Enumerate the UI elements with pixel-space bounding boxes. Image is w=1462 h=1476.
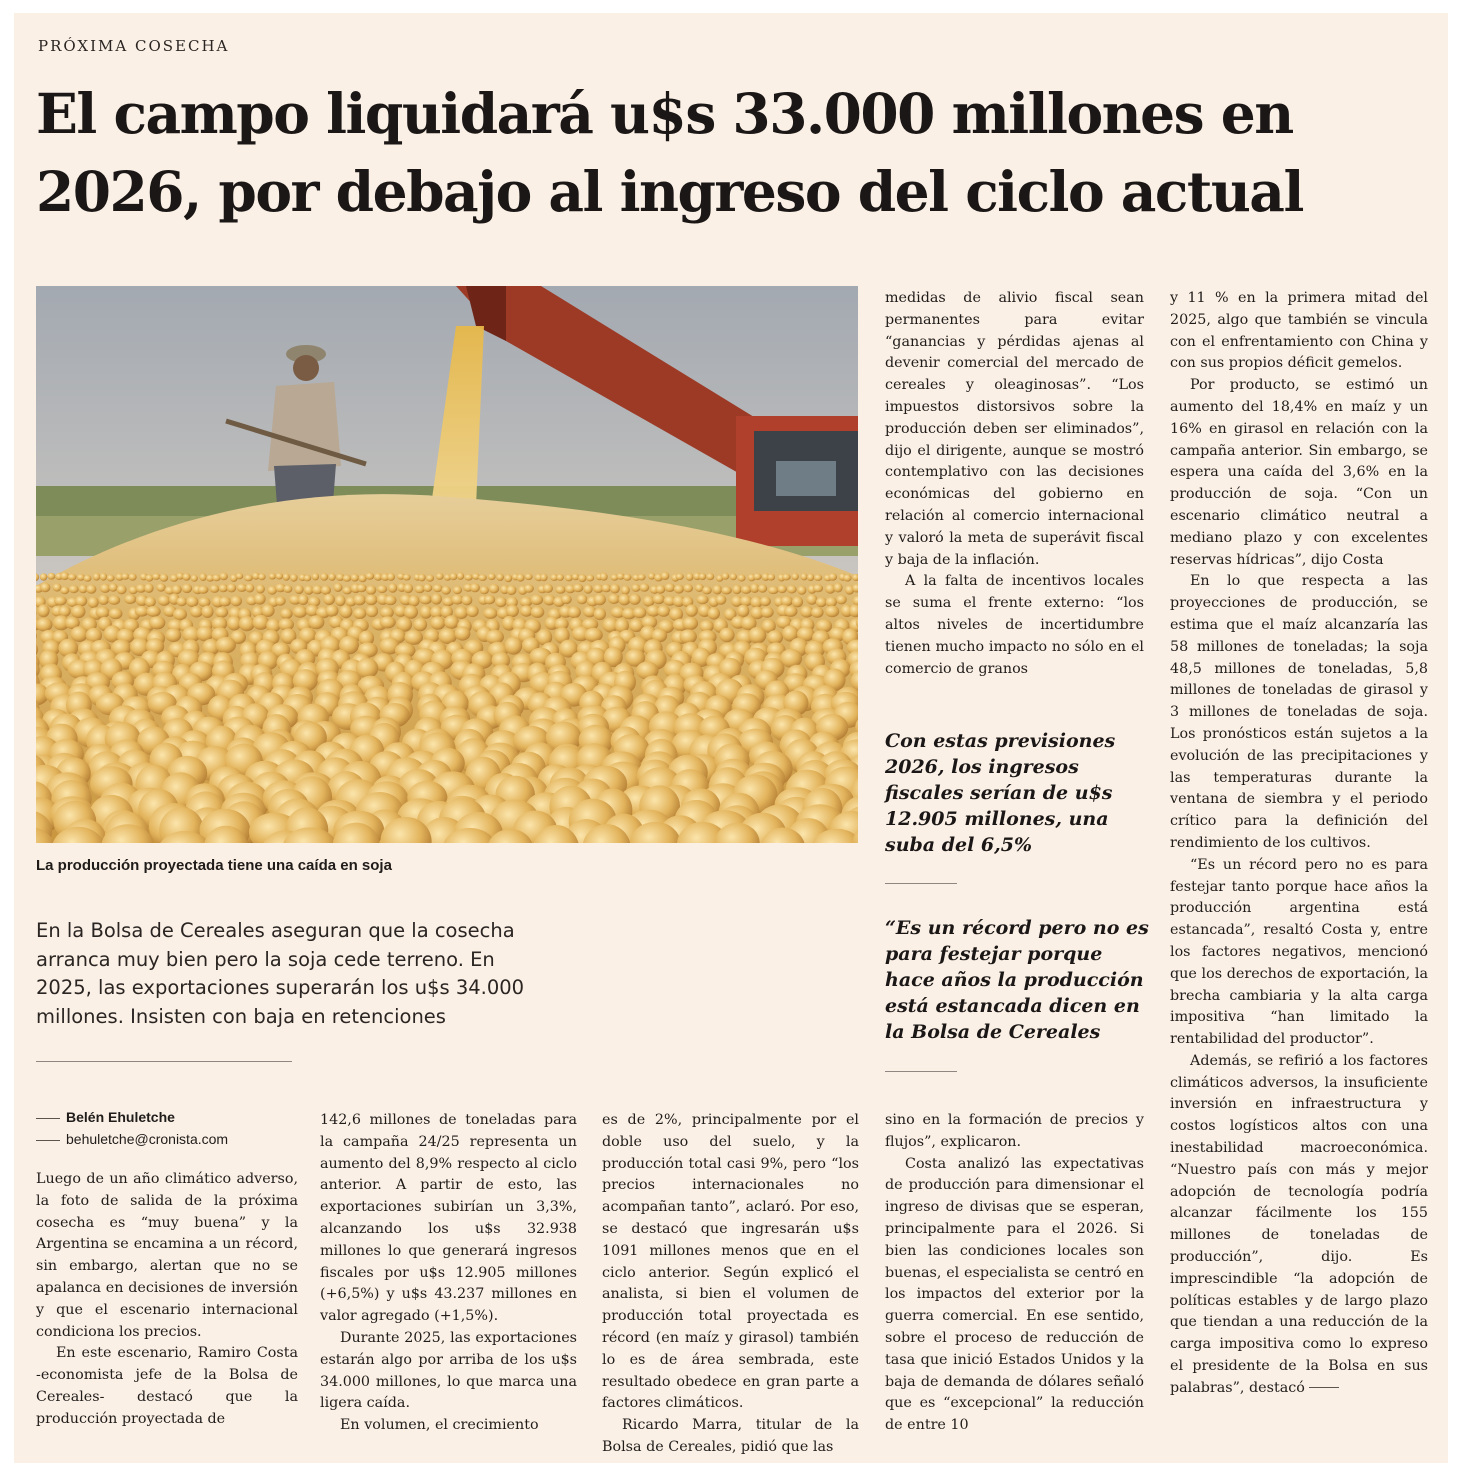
soybean [320,573,328,581]
soybean [806,594,817,605]
soybean [733,585,742,595]
soybean [254,593,266,604]
pull-quote-divider [885,1071,957,1072]
soybean [366,605,378,617]
soybean [404,584,414,594]
soybean [600,573,608,581]
soybean [431,593,442,604]
soybean [685,604,697,616]
soybean [713,585,722,595]
paragraph [1170,1051,1428,1400]
soybean [308,615,324,629]
soybean [351,574,359,582]
article-end-mark [1309,1387,1339,1388]
soybean [239,616,255,631]
soybean [403,574,411,580]
soybean [215,637,236,654]
soybean [173,608,187,620]
paragraph: sino en la formación de precios y flujos”, explicaron. [885,1112,1144,1150]
byline-email [36,1131,228,1147]
soybean [84,575,92,582]
author-email: behuletche@cronista.com [66,1131,229,1147]
article-column-4-bottom [885,1110,1144,1437]
soybean [768,586,779,594]
soybean [86,585,96,594]
soybean [377,585,387,593]
soybean [478,575,487,581]
soybean [404,605,418,618]
soybean [380,616,396,628]
paragraph: 142,6 millones de toneladas para la campaña 24/25 representa un aumento del 8,9% respecto al ciclo anterior. A partir de esto, las exportaciones subirían un 3,3%, alcanzando los u$s 32.938 millones lo que generará ingresos fiscales por u$s 12.905 millones (+6,5%) y u$s 43.237 millones en valor agregado (+1,5%). [320,1112,577,1325]
soybean [496,574,504,581]
soybean [454,606,468,619]
soybean [516,574,524,582]
soybean [530,595,543,605]
soybean [47,573,55,580]
soybean [464,574,473,581]
soybean [256,585,265,594]
soybean [683,584,693,592]
soybean [71,626,88,642]
soybean-harvest-photo [36,286,858,843]
soybean [543,584,553,593]
soybean [275,596,286,605]
soybean [656,585,666,594]
article-column-1 [36,1169,298,1431]
soybean [787,585,797,593]
soybean [505,637,523,655]
soybean [657,605,670,616]
soybean [365,573,374,580]
soybean [419,595,432,605]
soybean [54,596,67,605]
soybean [321,586,331,595]
soybean [661,572,670,580]
newspaper-page [14,13,1448,1463]
soybean [843,574,851,581]
soybean [326,605,339,617]
soybean [236,573,243,579]
headline: El campo liquidará u$s 33.000 millones en 2026, por debajo al ingreso del ciclo actual [36,81,1303,224]
soybean [444,615,459,629]
soybean [568,606,581,618]
soybean [210,585,220,593]
soybean [430,616,445,629]
soybean [631,584,640,592]
soybean [455,626,471,640]
soybean [323,594,335,605]
soybean [165,628,181,642]
soybean [190,606,203,618]
soybean [586,575,594,582]
soybean [145,574,153,581]
soybean [201,605,213,618]
soybean [834,583,843,593]
soybean [227,584,236,593]
soybean [621,586,630,595]
soybean [88,597,99,608]
soybean-cluster [36,572,858,843]
author-name: Belén Ehuletche [66,1109,175,1125]
soybean [488,573,496,580]
lead-divider [36,1061,292,1062]
soybean [767,630,783,644]
soybean [531,606,545,618]
soybean [156,583,165,591]
soybean [343,586,352,594]
soybean [107,575,115,582]
paragraph: y 11 % en la primera mitad del 2025, algo que también se vincula con el enfrentamiento con China y con sus propios déficit gemelos. [1170,290,1428,372]
paragraph: A la falta de incentivos locales se suma el frente externo: “los altos niveles de incertidumbre tienen mucho impacto no sólo en el comercio de granos [885,573,1144,677]
soybean [555,586,565,594]
soybean [109,608,123,619]
soybean [100,573,107,581]
soybean [483,608,497,619]
soybean [778,585,787,593]
pull-quote-fiscal: Con estas previsiones 2026, los ingresos fiscales serían de u$s 12.905 millones, una suba del 6,5% [885,730,1116,856]
paragraph: “Es un récord pero no es para festejar tanto porque hace años la producción argentina está estancada”, resaltó Costa y, entre los factores negativos, mencionó que los derechos de exportación, la brecha cambiaria y la alta carga impositiva “han limitado la rentabilidad del productor”. [1170,856,1428,1048]
soybean [602,584,612,592]
byline-author [36,1109,175,1125]
soybean [384,595,396,605]
article-column-3 [602,1110,859,1459]
soybean [340,605,353,618]
soybean [633,607,647,618]
soybean [423,584,432,592]
soybean [96,607,110,618]
soybean [814,574,822,581]
soybean [638,574,646,580]
article-column-4-top [885,288,1144,680]
soybean [507,585,517,595]
soybean [182,573,190,581]
soybean [75,596,87,607]
soybean [198,586,209,594]
soybean [792,596,803,607]
soybean [639,583,649,591]
soybean [283,573,290,581]
soybean [433,584,443,592]
soybean [462,595,473,605]
soybean [304,575,311,582]
soybean [441,586,451,595]
soybean [413,618,427,631]
soybean [68,574,77,581]
soybean [829,573,838,581]
soybean [674,585,684,594]
soybean [594,594,606,605]
soybean [418,574,426,582]
soybean [199,573,206,581]
soybean [387,573,395,581]
paragraph: En lo que respecta a las proyecciones de producción, se estima que el maíz alcanzaría las 58 millones de toneladas; la soja 48,5 millones de toneladas, 5,8 millones de toneladas de girasol y 3 millones de toneladas de soja. Los pronósticos están sujetos a la evolución de las precipitaciones y las temperaturas durante la ventana de siembra y el periodo crítico para la definición del rendimiento de los cultivos. [1170,573,1428,851]
soybean [629,594,641,605]
soybean [525,574,533,581]
soybean [186,596,198,607]
soybean [152,573,160,580]
soybean [722,573,729,580]
soybean [98,595,109,605]
soybean [826,597,837,607]
soybean [426,575,434,582]
soybean [702,586,712,594]
soybean [782,574,790,581]
soybean [836,595,847,604]
soybean [149,616,165,629]
soybean [618,594,630,605]
paragraph: Luego de un año climático adverso, la foto de salida de la próxima cosecha es “muy buena” y la Argentina se encamina a un récord, sin embargo, alertan que no se apalanca en decisiones de inversión y que el escenario internacional condiciona los precios. [36,1171,298,1340]
soybean [608,594,620,604]
soybean [293,606,308,618]
soybean [335,595,345,606]
soybean [298,594,308,605]
soybean [60,587,69,595]
soybean [489,584,499,593]
soybean [457,572,464,580]
paragraph: Costa analizó las expectativas de producción para dimensionar el ingreso de divisas que se esperan, principalmente para el 2026. Si bien las condiciones locales son buenas, el especialista se centró en los impactos del exterior por la guerra comercial. En ese sentido, sobre el proceso de reducción de tasa que inició Estados Unidos y la baja de demanda de dólares señaló que es “excepcional” la reducción de entre 10 [885,1155,1144,1434]
soybean [261,604,274,617]
soybean [716,595,727,605]
soybean [816,597,827,607]
soybean [191,575,198,582]
soybean [470,583,480,592]
soybean [172,585,182,594]
soybean [784,606,797,617]
soybean [706,573,714,580]
soybean [811,607,824,618]
soybean [269,573,276,579]
pull-quote-divider [885,883,957,884]
soybean [504,574,512,582]
soybean [740,596,753,607]
soybean [813,584,823,592]
soybean [738,574,746,581]
soybean [230,596,242,607]
soybean [753,573,761,580]
soybean [524,584,534,593]
soybean [573,584,583,592]
section-label: PRÓXIMA COSECHA [38,37,230,55]
soybean [572,574,579,581]
soybean [343,575,352,582]
paragraph: es de 2%, principalmente por el doble uso del suelo, y la producción total casi 9%, pero “los precios internacionales no acompañan tanto”, aclaró. Por eso, se destacó que ingresarán u$s 1091 millones menos que en el ciclo anterior. Según explicó el analista, si bien el volumen de producción total proyectada es récord (en maíz y girasol) también lo es de área sembrada, este resultado obedece en gran parte a factores climáticos. [602,1112,859,1412]
soybean [158,595,171,606]
soybean [212,575,221,582]
soybean [436,573,444,580]
soybean [557,574,564,581]
soybean [466,605,478,617]
byline-dash [36,1140,60,1141]
soybean [219,584,228,592]
soybean [565,574,573,581]
article-column-2 [320,1110,577,1437]
soybean [280,608,292,619]
soybean [584,584,593,593]
soybean [356,584,366,592]
soybean [594,608,606,620]
soybean [295,585,304,594]
soybean [699,573,706,580]
byline-dash [36,1118,60,1119]
soybean [275,573,283,580]
soybean [93,573,100,581]
soybean [797,586,806,595]
soybean [69,585,79,593]
soybean [737,605,749,618]
soybean [117,585,127,594]
soybean [40,573,48,581]
soybean [825,606,839,618]
photo-caption: La producción proyectada tiene una caída en soja [36,857,392,874]
soybean [36,618,53,632]
soybean [643,596,655,607]
soybean [610,584,620,594]
soybean [495,597,507,607]
soybean [283,585,292,593]
soybean [353,594,365,605]
paragraph: Ricardo Marra, titular de la Bolsa de Cereales, pidió que las [602,1417,859,1455]
soybean [219,597,231,607]
soybean [438,628,457,644]
soybean [653,594,665,604]
soybean [365,594,377,605]
soybean [719,628,734,643]
soybean [484,595,495,604]
soybean [244,575,253,582]
soybean [721,586,732,594]
soybean [623,574,631,581]
paragraph: Por producto, se estimó un aumento del 18,4% en maíz y un 16% en girasol en relación con la campaña anterior. Sin embargo, se espera una caída del 3,6% en la producción de soja. “Con un escenario climático neutral a mediano plazo y con excelentes reservas hídricas”, dijo Costa [1170,377,1428,568]
soybean [129,573,137,580]
paragraph: En este escenario, Ramiro Costa -economista jefe de la Bolsa de Cereales- destacó que la producción proyectada de [36,1345,298,1427]
soybean [220,573,228,581]
soybean [485,630,504,645]
soybean [760,597,771,607]
soybean [334,583,343,592]
pull-quote-record: “Es un récord pero no es para festejar porque hace años la producción está estancada dicen en la Bolsa de Cereales [885,917,1149,1043]
soybean [748,627,766,644]
soybean [741,585,752,594]
soybean [121,573,129,580]
soybean [676,573,684,580]
soybean [245,584,254,593]
soybean [540,574,547,582]
soybean [176,597,187,606]
soybean [758,584,767,592]
soybean [578,574,586,582]
paragraph: Durante 2025, las exportaciones estarán algo por arriba de los u$s 34.000 millones, lo que marca una ligera caída. [320,1329,577,1412]
soybean [160,574,169,582]
soybean [584,628,603,642]
soybean [561,595,572,604]
soybean [577,595,588,605]
soybean [697,595,709,604]
soybean [708,607,720,619]
soybean [40,583,50,593]
paragraph-text: Además, se refirió a los factores climáticos adversos, la insuficiente inversión en infraestructura y costos logísticos altos con una inestabilidad macroeconómica. “Nuestro país con más y mejor adopción de tecnología podría alcanzar fácilmente los 155 millones de toneladas de producción”, dijo. Es imprescindible “la adopción de políticas estables y de largo plazo que tiendan a una reducción de la carga impositiva como lo expreso el presidente de la Bolsa en sus palabras”, destacó [1170,1052,1428,1396]
soybean [506,605,519,617]
soybean [415,585,425,594]
soybean [146,606,161,617]
soybean [686,573,694,581]
soybean [366,585,376,594]
soybean [258,574,266,581]
soybean [108,596,120,605]
soybean [58,606,70,617]
soybean [124,594,136,604]
soybean [801,573,808,580]
soybean [60,572,69,580]
soybean [328,573,335,581]
soybean [450,573,458,580]
soybean [290,574,298,582]
soybean [182,584,192,593]
soybean [761,607,774,618]
soybean [353,608,366,619]
soybean [680,629,697,643]
soybean [767,574,775,581]
soybean [682,617,698,630]
soybean [145,597,156,608]
soybean [144,583,153,593]
soybean [53,583,62,591]
soybean [792,573,799,580]
paragraph: medidas de alivio fiscal sean permanentes para evitar “ganancias y pérdidas ajenas al devenir comercial del mercado de cereales y oleaginosas”. “Los impuestos distorsivos sobre la producción deben ser eliminados”, dijo el dirigente, aunque se mostró contemplativo con las decisiones económicas del gobierno en relación al comercio internacional y valoró la meta de superávit fiscal y baja de la inflación. [885,290,1144,568]
soybean [71,605,86,618]
soybean [408,595,419,606]
soybean [215,607,228,618]
soybean [312,573,319,580]
lead-paragraph: En la Bolsa de Cereales aseguran que la cosecha arranca muy bien pero la soja cede terreno. En 2025, las exportaciones superarán los u$s 34.000 millones. Insisten con baja en retenciones [36,919,525,1028]
soybean [480,586,489,594]
soybean [253,615,269,630]
soybean [807,574,814,582]
soybean [730,573,737,580]
article-column-5 [1170,288,1428,1400]
soybean [665,583,675,592]
soybean [453,586,462,594]
soybean [388,583,397,592]
paragraph: En volumen, el crecimiento [340,1417,539,1434]
soybean [109,583,118,591]
soybean [750,583,759,593]
soybean [37,604,49,617]
